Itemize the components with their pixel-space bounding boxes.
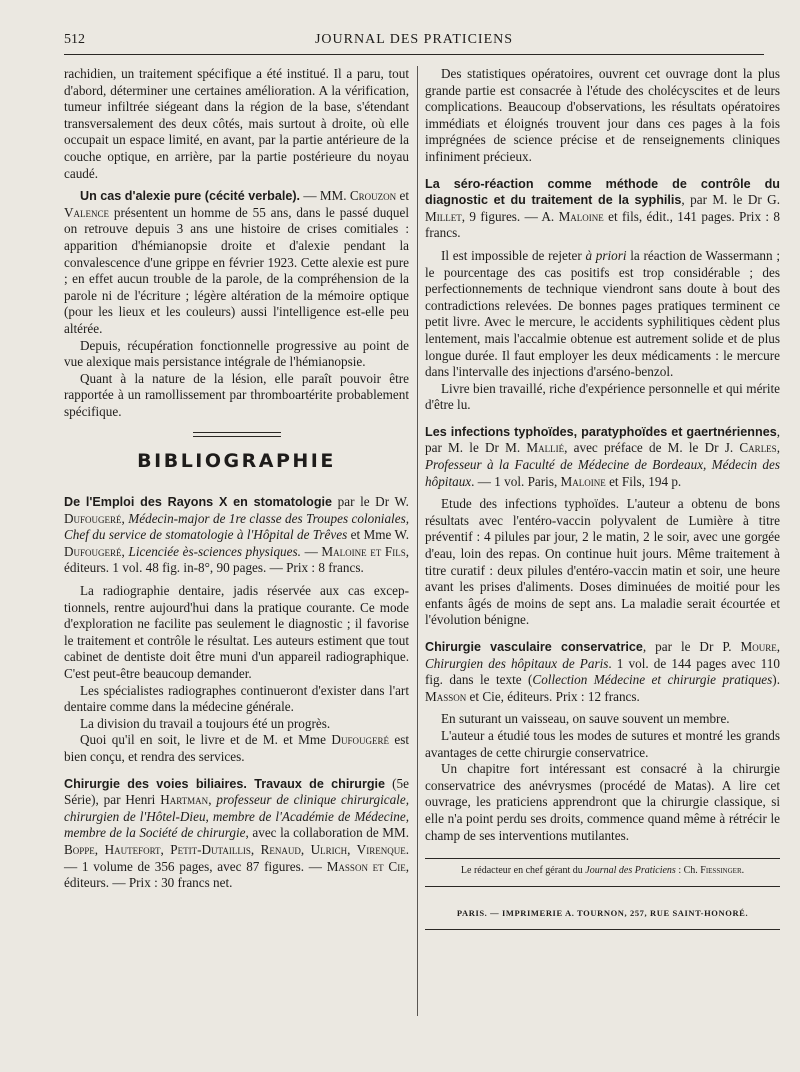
text: et Fils, 194 p. — [605, 473, 682, 489]
left-column — [64, 66, 409, 892]
biliaires-entry — [64, 776, 409, 892]
text: . — 1 volume de 356 pages, avec 87 figures. — — [64, 841, 409, 874]
entry-title: De l'Emploi des Rayons X en stomatologie — [64, 495, 333, 510]
collaborators: Boppe, Hautefort, Petit-Dutaillis, Renaud, Ulrich, Virenque — [64, 841, 406, 857]
author: Crouzon — [349, 188, 397, 204]
rayons-entry — [64, 494, 409, 577]
affiliation: professeur de clinique chirurgicale, chirurgien de l'Hôtel-Dieu, membre de l'Académie de Médecine, membre de la Société de chirurgie — [64, 792, 409, 841]
vasculaire-entry — [425, 639, 780, 705]
publisher: Masson et Cie — [326, 858, 406, 874]
text: présentent un homme de 55 ans, dans le passé duquel on retrouve depuis 3 ans une histoire de crises comitiales : apparition d'hémianopsie droite et d'alexie pendant la convalescence d'une grippe en février 1923. Cette alexie est pure ; en effet aucun trouble de la parole, de la compréhension de la parole ni de l'écriture ; légère altération de la mémoire optique (pour les lieux et les couleurs) aussi l'intelligence est-elle peu altérée. — [64, 204, 409, 336]
paragraph — [425, 248, 780, 381]
entry-title: Chirurgie des voies biliaires. Travaux de chirurgie — [64, 776, 386, 791]
text: . — 1 vol. Paris, — [471, 473, 561, 489]
author: Dufougeré — [331, 732, 389, 748]
paragraph: Quant à la nature de la lésion, elle paraît pouvoir être rapportée à un ramollissement par thromboartérite probablement spécifique. — [64, 370, 409, 419]
text: et fils, édit., 141 pages. Prix : 8 francs. — [425, 208, 780, 241]
author: Valence — [64, 204, 110, 220]
typhoides-entry — [425, 424, 780, 490]
author: Dufougeré — [64, 510, 122, 526]
editor-name: Fiessinger. — [700, 865, 745, 877]
paragraph: Livre bien travaillé, riche d'expérience personnelle et qui mérite d'être lu. — [425, 380, 780, 413]
text: — — [300, 543, 322, 559]
entry-title: Chirurgie vasculaire conservatrice — [425, 640, 643, 654]
author: Dufougeré — [64, 543, 122, 559]
paragraph: L'auteur a étudié tous les modes de sutures et montré les grands avantages de cette chirurgie conservatrice. — [425, 727, 780, 760]
footer-rule — [425, 886, 780, 887]
publisher: Masson — [425, 688, 467, 704]
affiliation: Professeur à la Faculté de Médecine de Bordeaux, Médecin des hôpitaux — [425, 457, 780, 489]
alexie-entry — [64, 188, 409, 337]
text: , par le Dr P. — [642, 639, 741, 654]
author: Mallié — [526, 440, 565, 456]
text: Le rédacteur en chef gérant du — [460, 865, 586, 877]
paragraph: Depuis, récupération fonctionnelle progressive au point de vue alexique mais persistance intégrale de l'hémianopsie. — [64, 337, 409, 370]
text: par le Dr W. — [332, 494, 409, 510]
text: est bien conçu, et rendra des services. — [64, 732, 409, 764]
text: et — [396, 188, 409, 204]
collection: Collection Médecine et chirurgie pratiques — [532, 672, 773, 688]
column-divider — [417, 66, 418, 1016]
paragraph: rachidien, un traitement spécifique a été institué. Il a paru, tout d'abord, déterminer une certaines amélioration. A la vérification, tumeur infiltrée siégeant dans la région de la base, s'étendant transversalement des deux côtés, mais surtout à droite, où elle occupait un espace limité, en avant, par la partie antérieure de la couche optique, en arrière, par la partie postérieure du noyau caudé. — [64, 66, 409, 181]
text: , par M. le Dr M. — [425, 423, 780, 456]
journal-name: Journal des Praticiens — [585, 865, 676, 877]
editor-line — [425, 863, 780, 880]
text: , — [776, 639, 780, 654]
text: — MM. — [300, 188, 350, 204]
text: et Mme W. — [347, 527, 409, 543]
footer-rule — [425, 858, 780, 859]
text: et Cie, éditeurs. Prix : 12 francs. — [466, 688, 640, 704]
author: Carles — [739, 440, 777, 456]
paragraph: La division du travail a toujours été un progrès. — [80, 715, 331, 731]
text: , — [121, 510, 129, 526]
paragraph: La radiographie dentaire, jadis réservée aux cas exceptionnels, rentre aujourd'hui dans la pratique courante. Ce mode d'exploration ne facilite pas seulement le diagnostic ; il favorise le traitement et contrôle le résultat. Les auteurs estiment que tout cabinet de dentiste doit être muni d'un appareil radiographique. C'est peut-être beaucoup demander. — [64, 583, 409, 681]
text: ). — [772, 672, 780, 688]
printer-line: PARIS. — IMPRIMERIE A. TOURNON, 257, RUE SAINT-HONORÉ. — [456, 907, 749, 918]
text: Quoi qu'il en soit, le livre et de M. et Mme — [80, 732, 332, 748]
text: , par M. le Dr G. — [681, 192, 780, 208]
entry-title: Un cas d'alexie pure (cécité verbale). — [80, 189, 301, 204]
text: , éditeurs. — Prix : 30 francs net. — [64, 858, 409, 891]
paragraph: Un chapitre fort intéressant est consacré à la chirurgie conservatrice des anévrysmes (procédé de Matas). A lire cet ouvrage, les praticiens apprendront que la chirurgie classique, si elle n'a point perdu ses droits, commence quand même à rétrécir le champ de ses interventions mutilantes. — [425, 761, 780, 843]
text: , avec la collaboration de MM. — [245, 825, 409, 841]
author: Moure — [740, 639, 777, 654]
section-title: BIBLIOGRAPHIE — [137, 450, 336, 473]
text: : Ch. — [675, 865, 701, 877]
right-column — [425, 66, 780, 930]
text: , — [776, 440, 780, 456]
footer-rule — [425, 929, 780, 930]
syphilis-entry — [425, 176, 780, 242]
text: , éditeurs. 1 vol. 48 fig. in-8°, 90 pages. — Prix : 8 francs. — [64, 543, 410, 576]
journal-title: JOURNAL DES PRATICIENS — [314, 32, 514, 47]
text: , — [208, 792, 217, 808]
text: (5e Série), par Henri — [64, 775, 409, 808]
page-number: 512 — [64, 32, 85, 47]
text: , 9 figures. — A. — [461, 208, 559, 224]
publisher: Maloine et Fils — [321, 543, 406, 559]
emphasis: à priori — [585, 247, 627, 263]
section-ornament-rule — [193, 432, 281, 437]
text: , — [121, 543, 129, 559]
affiliation: Licenciée ès-sciences physiques. — [128, 543, 301, 559]
publisher: Maloine — [560, 473, 606, 489]
paragraph: En suturant un vaisseau, on sauve souvent un membre. — [441, 711, 730, 727]
text: . 1 vol. de 144 pages avec 110 fig. dans le texte ( — [425, 655, 780, 688]
paragraph: Les spécialistes radiographes continueront d'exister dans l'art dentaire comme dans la médecine générale. — [64, 682, 409, 715]
header-rule — [64, 54, 764, 55]
text: la réaction de Wassermann ; le pourcentage des cas positifs est trop considérable ; des perfectionnements de technique viendront sans doute à bout des contradictions relevées. De bonnes pages pratiques terminent ce petit livre. Avec le mercure, le accidents syphilitiques cèdent plus lentement, mais l'accalmie obtenue est autrement solide et de plus longue durée. Il faut employer les deux médicaments : le mercure dans l'intervalle des injections d'arséno-benzol. — [425, 247, 780, 380]
affiliation: Médecin-major de 1re classe des Troupes coloniales, Chef du service de stomatologie à l'Hôpital de Trêves — [64, 510, 410, 543]
author: Hartman — [160, 792, 209, 808]
paragraph: Des statistiques opératoires, ouvrent cet ouvrage dont la plus grande partie est consacrée à l'étude des cholécyscites et de leurs complications. Beaucoup d'observations, les résultats opératoires immédiats et éloignés trouvent jour dans ces pages à la fois imprégnées de science précise et de renseignements cliniques infiniment précieux. — [425, 66, 780, 164]
entry-title: Les infections typhoïdes, paratyphoïdes et gaertnériennes — [425, 424, 777, 439]
text: Il est impossible de rejeter — [441, 247, 586, 263]
text: , avec préface de M. le Dr J. — [564, 440, 740, 456]
paragraph — [64, 732, 409, 765]
affiliation: Chirurgien des hôpitaux de Paris — [425, 655, 609, 671]
entry-title: La séro-réaction comme méthode de contrôle du diagnostic et du traitement de la syphilis — [425, 176, 780, 208]
page-header — [64, 32, 764, 52]
author: Millet — [425, 208, 462, 224]
publisher: Maloine — [558, 208, 604, 224]
paragraph: Etude des infections typhoïdes. L'auteur a obtenu de bons résultats avec l'entéro-vaccin polyvalent de Lumière à titre préventif : 4 pilules par jour, 2 le matin, 2 le soir, avec une gorgée d'eau, loin des repas. On continue huit jours. Même traitement à titre curatif : deux pilules d'entéro-vaccin matin et soir, une heure avant les prises d'aliments. Doses diminuées de moitié pour les enfants âgés de moins de sept ans. La maladie serait écourtée et l'évolution bénigne. — [425, 496, 780, 628]
